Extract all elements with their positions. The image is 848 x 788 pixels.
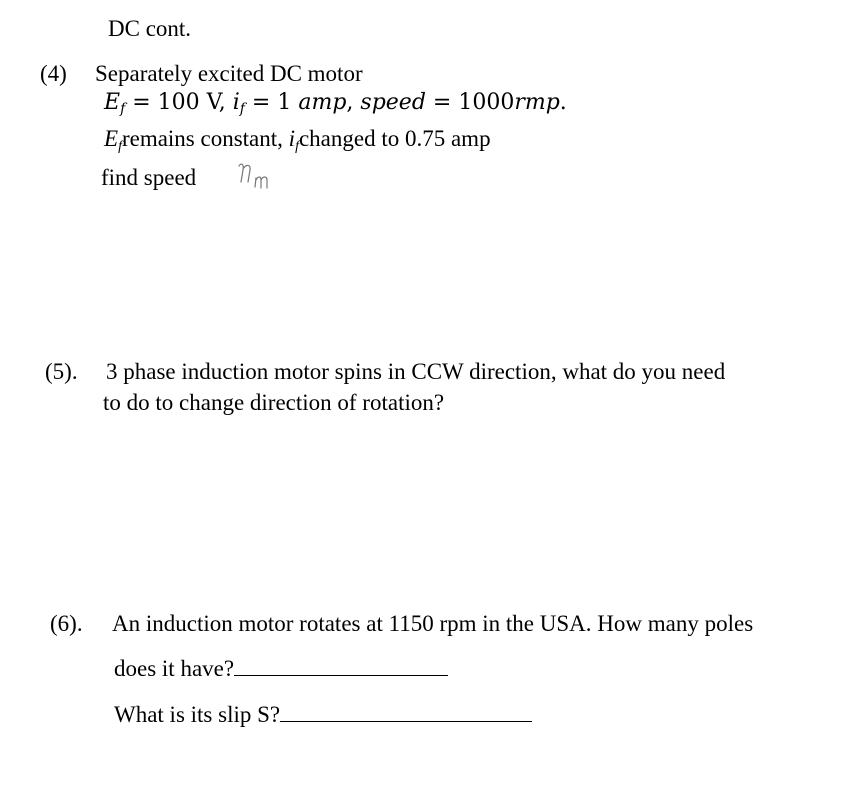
page-title: DC cont. — [108, 16, 192, 41]
question-4-condition: $E_fremains$ constant, $i_fchanged$ to 0.75 amp — [104, 126, 491, 154]
question-6-line-2: does it have? — [114, 653, 448, 683]
question-5-line-2: to do to change direction of rotation? — [103, 390, 445, 415]
question-6-line-3: What is its slip S? — [114, 699, 532, 729]
handwritten-nm-annotation — [235, 160, 281, 190]
question-5-number: (5). — [45, 359, 78, 384]
poles-answer-blank[interactable] — [234, 653, 448, 676]
question-6-number: (6). — [50, 611, 83, 636]
slip-answer-blank[interactable] — [280, 699, 532, 722]
question-4-number: (4) — [40, 61, 67, 86]
question-4-equation: $E_f = 100$ V, $i_f = 1$ amp, speed = 1000rmp. — [104, 90, 567, 117]
question-4-find: find speed — [101, 165, 197, 190]
question-6-line-1: An induction motor rotates at 1150 rpm in the USA. How many poles — [112, 611, 754, 636]
question-4-title: Separately excited DC motor — [95, 61, 363, 86]
question-5-line-1: 3 phase induction motor spins in CCW direction, what do you need — [106, 359, 726, 384]
